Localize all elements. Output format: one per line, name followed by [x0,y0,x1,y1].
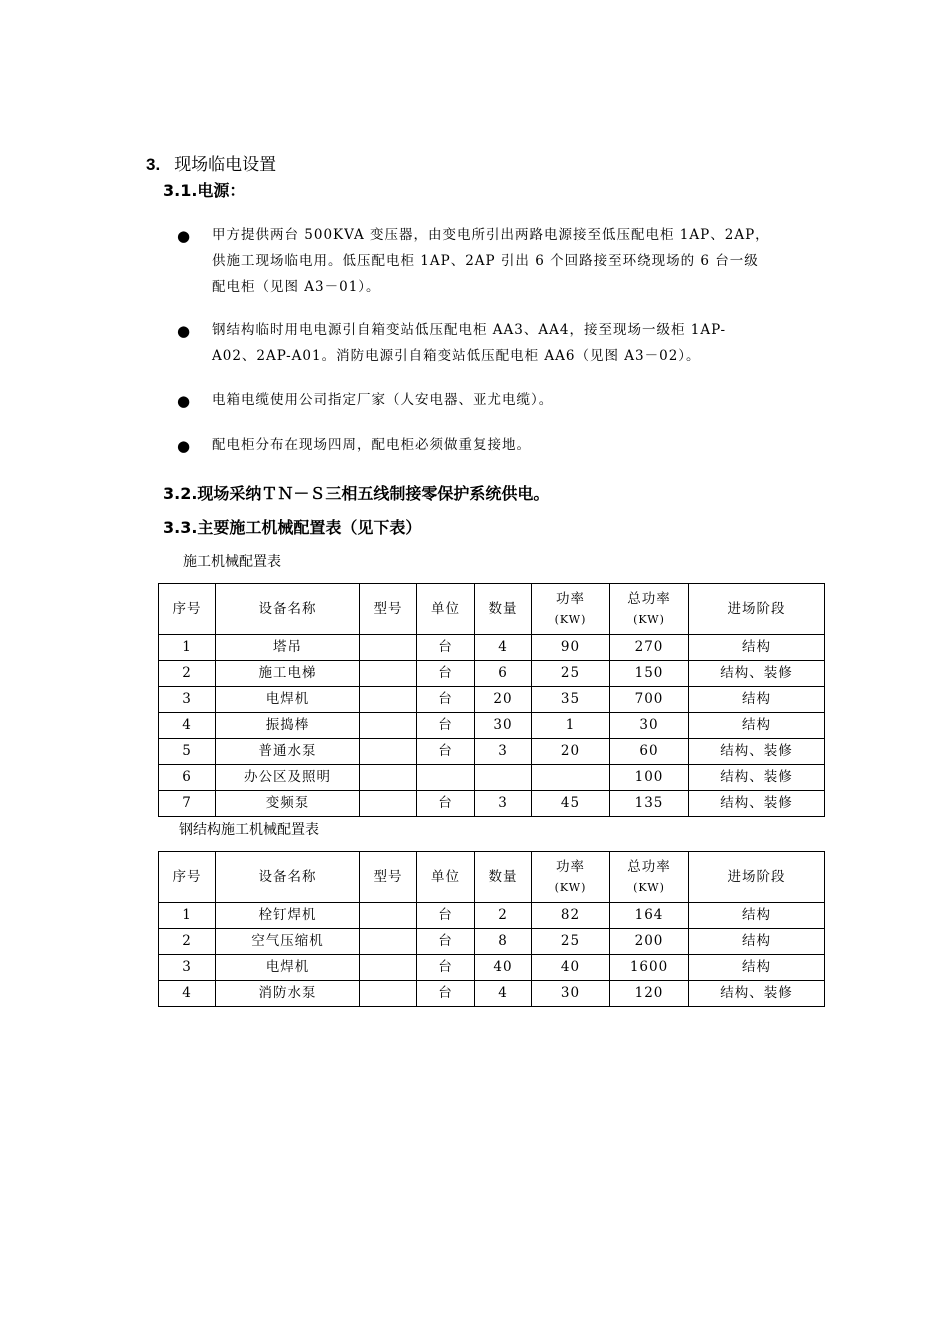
table-cell: 台 [417,687,475,713]
table-cell: 3 [475,791,532,817]
bullet-paragraph [212,387,822,413]
paragraph-line: 供施工现场临电用。低压配电柜 1AP、2AP 引出 6 个回路接至环绕现场的 6 台一级 [212,253,759,269]
header-cell [532,584,610,635]
header-unit: (KW) [633,613,665,626]
table-cell: 1 [159,635,216,661]
table-cell: 3 [475,739,532,765]
subsection-number: 3.2. [163,484,198,503]
table-row [159,739,825,765]
bullet-icon: ● [177,322,191,340]
bullet-icon: ● [177,392,191,410]
table-row [159,929,825,955]
table-cell [360,687,417,713]
table-cell: 25 [532,929,610,955]
table-caption: 钢结构施工机械配置表 [179,822,319,838]
table-cell: 2 [475,903,532,929]
table-cell: 台 [417,903,475,929]
table-cell: 台 [417,635,475,661]
table-cell: 1 [532,713,610,739]
table-cell: 30 [610,713,689,739]
table-cell: 结构、装修 [689,739,825,765]
header-unit: (KW) [633,881,665,894]
table-cell: 台 [417,929,475,955]
header-label: 总功率 [627,859,671,875]
table-cell: 4 [475,635,532,661]
table-cell: 1 [159,903,216,929]
table-cell: 5 [159,739,216,765]
table-cell: 45 [532,791,610,817]
table-cell [360,739,417,765]
bullet-icon: ● [177,437,191,455]
table-row [159,661,825,687]
table-row [159,791,825,817]
section-heading [146,154,276,176]
table-cell: 变频泵 [216,791,360,817]
header-unit: (KW) [554,613,587,626]
table-cell: 6 [475,661,532,687]
subsection-title: 现场采纳ＴＮ－Ｓ三相五线制接零保护系统供电。 [197,484,550,503]
header-cell: 进场阶段 [689,852,825,903]
table-cell [360,981,417,1007]
section-number: 3. [146,155,161,174]
table-row [159,687,825,713]
table-cell: 135 [610,791,689,817]
table-cell [417,765,475,791]
table-row [159,955,825,981]
table-cell [360,765,417,791]
header-cell: 序号 [159,852,216,903]
table-cell: 结构 [689,903,825,929]
table-caption: 施工机械配置表 [183,554,281,570]
table-header-row [159,852,825,903]
table-cell: 700 [610,687,689,713]
table-cell: 结构、装修 [689,765,825,791]
header-cell: 数量 [475,584,532,635]
table-cell: 结构 [689,955,825,981]
table-cell: 3 [159,687,216,713]
header-cell: 设备名称 [216,584,360,635]
header-cell: 数量 [475,852,532,903]
table-cell: 200 [610,929,689,955]
table-row [159,981,825,1007]
header-cell: 设备名称 [216,852,360,903]
table-cell: 振捣棒 [216,713,360,739]
table-cell: 电焊机 [216,955,360,981]
header-label: 功率 [556,859,585,875]
bullet-icon: ● [177,227,191,245]
header-cell [610,852,689,903]
table-cell: 施工电梯 [216,661,360,687]
table-cell: 台 [417,981,475,1007]
table-cell: 30 [532,981,610,1007]
table-cell: 台 [417,791,475,817]
steel-machinery-config-table [158,851,825,1007]
table-cell: 150 [610,661,689,687]
table-cell: 台 [417,713,475,739]
table-cell [360,713,417,739]
bullet-paragraph [212,432,822,458]
table-cell: 台 [417,739,475,765]
table-cell: 塔吊 [216,635,360,661]
table-cell [360,791,417,817]
header-cell [610,584,689,635]
subsection-3-1-heading [163,180,245,202]
table-cell: 2 [159,661,216,687]
table-cell: 台 [417,955,475,981]
header-label: 功率 [556,591,585,607]
table-cell: 82 [532,903,610,929]
table-cell: 电焊机 [216,687,360,713]
header-cell: 序号 [159,584,216,635]
table-cell: 1600 [610,955,689,981]
table-cell: 结构、装修 [689,661,825,687]
header-cell: 进场阶段 [689,584,825,635]
table-cell: 结构 [689,713,825,739]
paragraph-line: 配电柜（见图 A3－01）。 [212,279,381,295]
paragraph-line: 电箱电缆使用公司指定厂家（人安电器、亚尤电缆）。 [212,392,554,408]
subsection-3-2-heading [163,483,549,505]
table-cell: 台 [417,661,475,687]
table-cell [360,903,417,929]
table-cell: 结构 [689,687,825,713]
header-cell: 型号 [360,852,417,903]
table-cell [475,765,532,791]
header-label: 总功率 [627,591,671,607]
table-cell: 消防水泵 [216,981,360,1007]
table-cell: 60 [610,739,689,765]
bullet-paragraph [212,222,822,300]
table-row [159,635,825,661]
header-cell: 单位 [417,852,475,903]
table-cell: 40 [532,955,610,981]
table-cell: 25 [532,661,610,687]
table-cell: 100 [610,765,689,791]
subsection-title: 电源： [197,181,246,200]
table-cell: 35 [532,687,610,713]
table-cell: 4 [475,981,532,1007]
table-cell [360,661,417,687]
table-cell: 结构 [689,929,825,955]
table-cell: 栓钉焊机 [216,903,360,929]
table-cell: 20 [532,739,610,765]
table-header-row [159,584,825,635]
table-cell: 4 [159,713,216,739]
bullet-paragraph [212,317,822,369]
table-cell: 8 [475,929,532,955]
table-cell: 结构、装修 [689,981,825,1007]
subsection-number: 3.3. [163,518,198,537]
paragraph-line: 配电柜分布在现场四周，配电柜必须做重复接地。 [212,437,531,453]
header-cell [532,852,610,903]
table-cell: 结构、装修 [689,791,825,817]
table-cell: 30 [475,713,532,739]
table-cell: 办公区及照明 [216,765,360,791]
header-cell: 单位 [417,584,475,635]
table-row [159,713,825,739]
table-cell: 4 [159,981,216,1007]
table-cell: 20 [475,687,532,713]
table-cell: 164 [610,903,689,929]
table-cell: 40 [475,955,532,981]
subsection-3-3-heading [163,517,421,539]
table-cell: 270 [610,635,689,661]
table-cell: 2 [159,929,216,955]
paragraph-line: 甲方提供两台 500KVA 变压器，由变电所引出两路电源接至低压配电柜 1AP、2AP， [212,227,770,243]
section-title: 现场临电设置 [174,155,277,175]
header-unit: (KW) [554,881,587,894]
table-cell: 空气压缩机 [216,929,360,955]
table-row [159,765,825,791]
table-cell [360,929,417,955]
table-row [159,903,825,929]
paragraph-line: 钢结构临时用电电源引自箱变站低压配电柜 AA3、AA4，接至现场一级柜 1AP- [212,322,727,338]
paragraph-line: A02、2AP-A01。消防电源引自箱变站低压配电柜 AA6（见图 A3－02）。 [212,348,701,364]
table-cell: 3 [159,955,216,981]
table-cell: 普通水泵 [216,739,360,765]
table-cell: 90 [532,635,610,661]
table-cell [360,635,417,661]
header-cell: 型号 [360,584,417,635]
table-cell [532,765,610,791]
table-cell: 6 [159,765,216,791]
subsection-title: 主要施工机械配置表（见下表） [197,518,422,537]
table-cell: 7 [159,791,216,817]
table-cell: 结构 [689,635,825,661]
table-cell: 120 [610,981,689,1007]
table-cell [360,955,417,981]
machinery-config-table [158,583,825,817]
subsection-number: 3.1. [163,181,198,200]
